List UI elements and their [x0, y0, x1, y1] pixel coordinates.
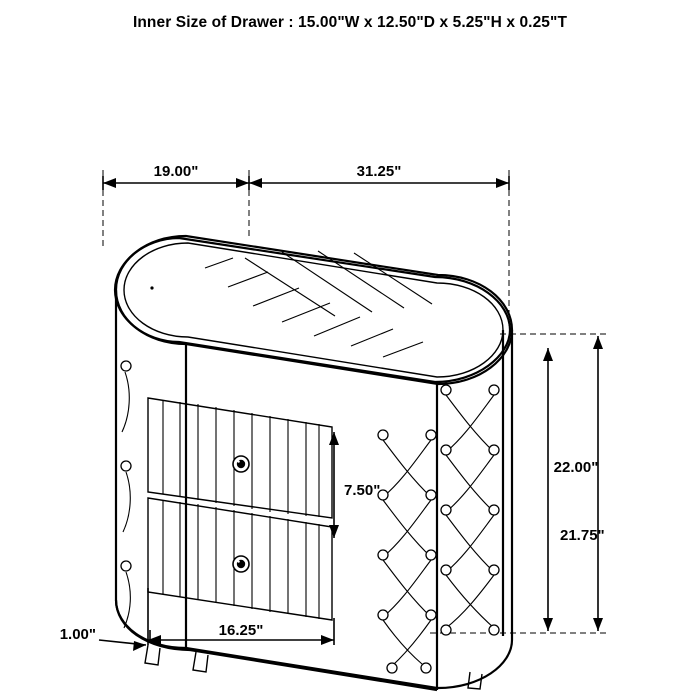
page-title: Inner Size of Drawer : 15.00"W x 12.50"D x 5.25"H x 0.25"T — [132, 14, 568, 31]
right-dimension-group — [543, 336, 605, 631]
drawer-knob-bottom[interactable] — [233, 556, 249, 572]
witness-lines — [103, 170, 608, 633]
drawer-fronts — [148, 398, 332, 620]
dim-label-side-depth: 31.25" — [356, 163, 402, 180]
dim-label-drawer-width: 16.25" — [218, 622, 264, 639]
tufting-right-panel — [378, 385, 499, 673]
drawer-height-dimension — [329, 432, 380, 538]
top-dimension-group — [103, 163, 509, 190]
tufting-left-panel — [121, 361, 131, 628]
dim-label-foot-height: 1.00" — [59, 626, 96, 643]
drawer-knob-top[interactable] — [233, 456, 249, 472]
dim-label-body-height: 21.75" — [560, 527, 605, 544]
dim-label-overall-height: 22.00" — [553, 459, 599, 476]
dim-label-front-width: 19.00" — [153, 163, 199, 180]
dim-label-drawer-stack-height: 7.50" — [344, 482, 381, 499]
cabinet-body — [115, 236, 512, 690]
